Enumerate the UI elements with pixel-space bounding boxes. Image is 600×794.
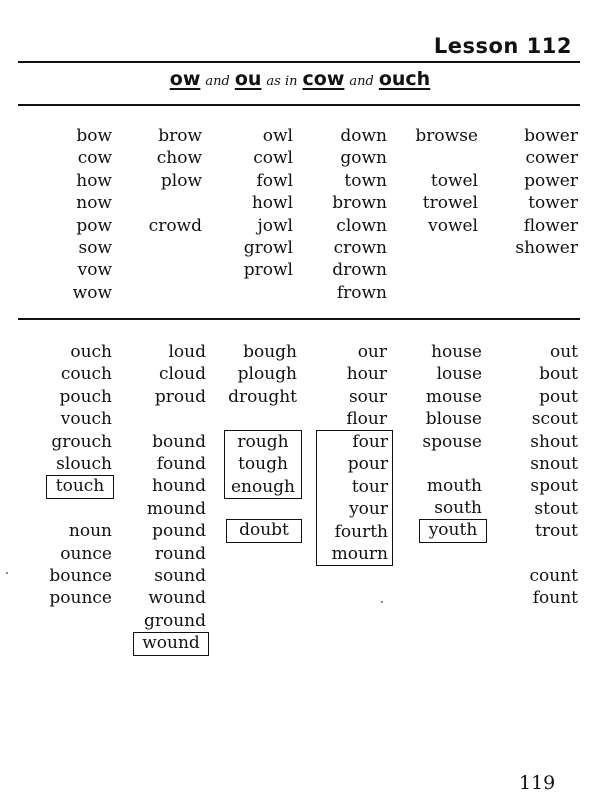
word: fourth (334, 521, 388, 542)
word: ground (143, 610, 206, 631)
word: crown (333, 237, 387, 258)
section-rule (18, 318, 580, 320)
word: hound (152, 476, 206, 497)
word: vouch (60, 409, 112, 430)
ou-column-5-top (392, 341, 482, 453)
scan-speck (6, 572, 8, 574)
ow-column-6 (488, 125, 578, 259)
word: tower (528, 193, 578, 214)
word: couch (60, 364, 112, 385)
ow-column-4 (297, 125, 387, 304)
boxed-word-touch: touch (46, 475, 114, 499)
word: house (431, 342, 482, 362)
word: noun (68, 521, 112, 542)
word: pouch (59, 386, 112, 407)
word: tour (351, 476, 388, 497)
ou-column-5-mid (392, 475, 482, 520)
word: bounce (49, 565, 112, 586)
ow-column-5 (388, 125, 478, 237)
word: bout (539, 364, 578, 385)
word: clown (336, 215, 387, 236)
word: bough (243, 342, 297, 362)
word: mouth (426, 476, 482, 496)
word: howl (251, 193, 293, 214)
lesson-title: Lesson 112 (433, 34, 572, 58)
word: stout (534, 498, 578, 519)
boxed-group-four-mourn (316, 430, 393, 566)
word: shower (515, 237, 578, 258)
word: brow (158, 126, 202, 146)
word: pour (347, 454, 388, 475)
page-number: 119 (519, 772, 556, 794)
word: enough (230, 476, 296, 497)
word: wow (72, 282, 112, 303)
top-rule (18, 61, 580, 63)
word: south (434, 498, 482, 519)
word: flour (346, 409, 387, 430)
word (22, 498, 112, 520)
word: mourn (331, 543, 388, 564)
word: towel (430, 170, 478, 191)
word: scout (531, 409, 578, 430)
word: owl (262, 126, 293, 146)
subtitle-as-in: as in (266, 74, 298, 89)
word: rough (237, 432, 289, 452)
word: sound (154, 565, 206, 586)
ow-column-3 (203, 125, 293, 282)
ou-column-2 (116, 341, 206, 632)
ou-column-3-top (207, 341, 297, 408)
word: how (76, 170, 112, 191)
word: now (76, 193, 112, 214)
word: cowl (253, 148, 293, 169)
word: vowel (428, 215, 478, 236)
subtitle-rule (18, 104, 580, 106)
word: browse (415, 126, 478, 146)
word: wound (148, 588, 206, 609)
word: town (344, 170, 387, 191)
word: cloud (158, 364, 206, 385)
subtitle (0, 68, 600, 90)
word: pounce (49, 588, 112, 609)
boxed-word-youth: youth (419, 519, 487, 543)
word: spout (530, 476, 578, 497)
word: four (352, 432, 388, 452)
boxed-word-wound: wound (133, 632, 209, 656)
word: blouse (425, 409, 482, 430)
word: grouch (51, 431, 112, 452)
word: down (340, 126, 387, 146)
word: proud (154, 386, 206, 407)
word: fowl (256, 170, 293, 191)
word: trout (535, 521, 578, 542)
word: out (549, 342, 578, 362)
word: pow (76, 215, 112, 236)
word: flower (523, 215, 578, 236)
word: slouch (56, 453, 112, 474)
word: your (349, 499, 388, 520)
word: plough (237, 364, 297, 385)
word: pound (152, 521, 206, 542)
ow-column-2 (112, 125, 202, 237)
subtitle-cow: cow (302, 68, 345, 90)
ou-column-4-top (297, 341, 387, 431)
word: gown (340, 148, 387, 169)
word: drown (332, 260, 387, 281)
word (116, 408, 206, 430)
boxed-word-doubt: doubt (226, 519, 302, 543)
word: plow (160, 170, 202, 191)
ow-column-1 (22, 125, 112, 304)
subtitle-ouch: ouch (378, 68, 431, 90)
boxed-group-rough-tough-enough (224, 430, 302, 499)
word: trowel (422, 193, 478, 214)
word: hour (346, 364, 387, 385)
word: bound (152, 431, 206, 452)
word: vow (77, 260, 112, 281)
subtitle-and-1: and (205, 74, 230, 89)
word: chow (156, 148, 202, 169)
scan-speck (381, 601, 383, 603)
word: mouse (425, 386, 482, 407)
word: round (154, 543, 206, 564)
word: cower (525, 148, 578, 169)
word: bow (76, 126, 112, 146)
word: frown (336, 282, 387, 303)
word: pout (539, 386, 578, 407)
word: louse (436, 364, 482, 385)
word: bower (524, 126, 578, 146)
word: cow (77, 148, 112, 169)
word: crowd (148, 215, 202, 236)
subtitle-ow: ow (169, 68, 201, 90)
subtitle-ou: ou (234, 68, 262, 90)
word: ounce (60, 543, 112, 564)
word (388, 147, 478, 169)
word: tough (238, 454, 288, 475)
word: spouse (422, 431, 482, 452)
word: our (357, 342, 387, 362)
word: count (529, 565, 578, 586)
word: mound (146, 498, 206, 519)
word (112, 192, 202, 214)
word: ouch (70, 342, 112, 362)
word: found (156, 453, 206, 474)
word: brown (332, 193, 387, 214)
word: jowl (257, 215, 293, 236)
subtitle-and-2: and (349, 74, 374, 89)
word: prowl (243, 260, 293, 281)
word: growl (243, 237, 293, 258)
word: snout (530, 453, 578, 474)
word: sour (348, 386, 387, 407)
word: shout (530, 431, 578, 452)
word: drought (228, 386, 297, 407)
word: power (524, 170, 578, 191)
word (488, 543, 578, 565)
word: sow (78, 237, 112, 258)
word: loud (168, 342, 206, 362)
ou-column-6 (488, 341, 578, 610)
word: fount (532, 588, 578, 609)
